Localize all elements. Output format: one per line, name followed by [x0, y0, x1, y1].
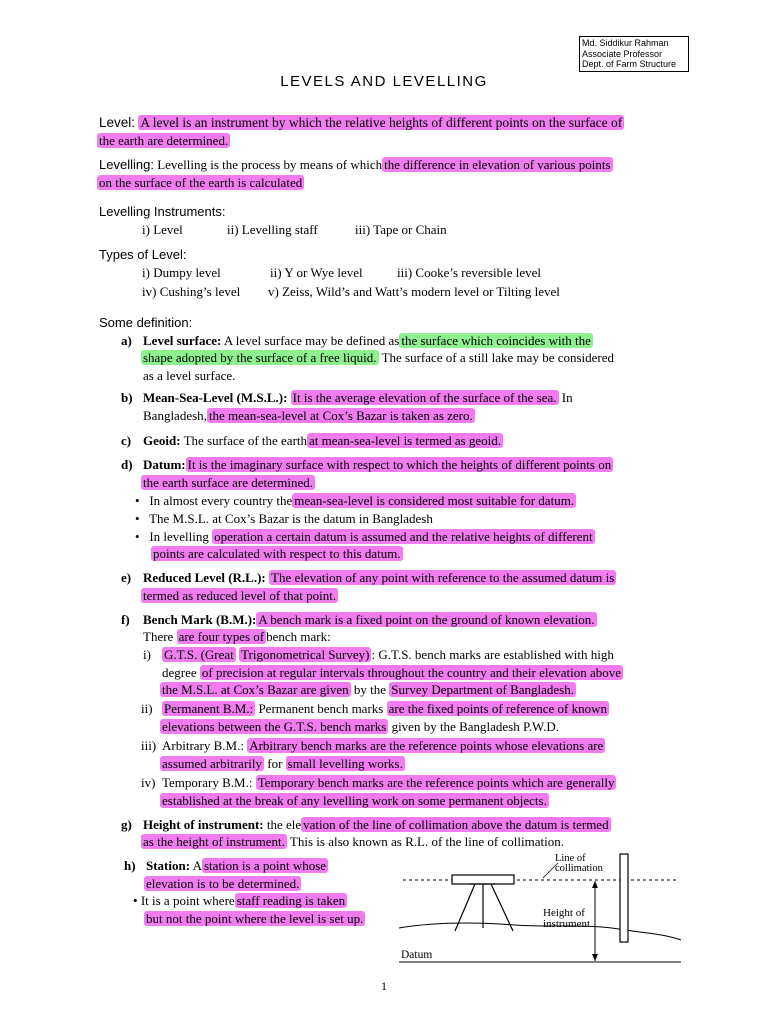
levelling-staff [620, 854, 628, 942]
def-c-term: Geoid: [143, 433, 181, 448]
def-f-i-highlight-3: of precision at regular intervals throughout the country and their elevation above [201, 665, 622, 680]
instruments-heading: Levelling Instruments: [99, 204, 226, 219]
tripod-leg-left [455, 884, 475, 931]
def-e-term: Reduced Level (R.L.): [143, 570, 266, 585]
instrument-item-3: iii) Tape or Chain [355, 222, 447, 237]
def-g-text-1: the ele [266, 817, 302, 832]
level-definition-line-1 [99, 114, 624, 131]
def-d-bullet-3-highlight-2: points are calculated with respect to this datum. [153, 546, 401, 561]
def-d-highlight-1: It is the imaginary surface with respect to which the heights of different points on [187, 457, 612, 472]
def-d-bullet-1 [135, 492, 576, 509]
def-a-line-2 [141, 349, 614, 366]
def-f-i-highlight-1: G.T.S. (Great [164, 647, 234, 662]
def-c-line-1 [143, 432, 503, 449]
def-f-ii-line-2 [160, 718, 559, 735]
def-f-iii-text: for [267, 756, 283, 771]
level-definition-text-2: the earth are determined. [99, 133, 229, 148]
def-f-ii-marker: ii) [141, 701, 153, 716]
def-e-highlight-2: termed as reduced level of that point. [143, 588, 337, 603]
levelling-definition-line-1 [99, 156, 613, 173]
def-g-term: Height of instrument: [143, 817, 264, 832]
def-c-highlight: at mean-sea-level is termed as geoid. [309, 433, 502, 448]
def-f-i-marker: i) [143, 647, 151, 662]
def-f-iv-highlight-3: established at the break of any levelling work on some permanent objects. [162, 793, 547, 808]
def-b-line-2 [143, 407, 475, 424]
def-c-text: The surface of the earth [183, 433, 308, 448]
def-f-ii-text-1: Permanent bench marks [258, 701, 384, 716]
height-arrow-top-icon [592, 881, 598, 888]
def-f-iv-highlight-2: Temporary bench marks are the reference points which are generally [257, 775, 615, 790]
def-h-text-1: A [192, 858, 202, 873]
def-a-text: A level surface may be defined as [223, 333, 400, 348]
def-f-iv-label: Temporary B.M.: [162, 775, 253, 790]
bullet-dot-icon: • [135, 529, 140, 544]
bullet-dot-icon: • [133, 893, 138, 908]
def-d-highlight-2: the earth surface are determined. [143, 475, 313, 490]
def-h-highlight-2: elevation is to be determined. [146, 876, 300, 891]
def-d-bullet-3-line-2 [151, 545, 403, 562]
def-a-green-1: the surface which coincides with the [401, 333, 591, 348]
collimation-label-2: collimation [555, 863, 603, 874]
def-h-bullet-highlight: staff reading is taken [236, 893, 346, 908]
def-h-marker: h) [124, 858, 136, 873]
document-title: LEVELS AND LEVELLING [280, 73, 488, 90]
height-arrow-bottom-icon [592, 954, 598, 961]
def-f-iv-line-2 [160, 792, 549, 809]
def-f-ii-line-1 [162, 700, 609, 717]
type-item-5: v) Zeiss, Wild’s and Watt’s modern level or Tilting level [268, 284, 560, 299]
def-b-highlight-1: It is the average elevation of the surface of the sea. [292, 390, 557, 405]
def-f-ii-text-2: given by the Bangladesh P.W.D. [391, 719, 559, 734]
def-b-marker: b) [121, 390, 133, 405]
def-d-bullet-2-text: The M.S.L. at Cox’s Bazar is the datum in Bangladesh [149, 511, 433, 526]
type-item-4: iv) Cushing’s level [142, 284, 241, 299]
def-f-line-1 [143, 611, 597, 628]
def-a-line-3: as a level surface. [143, 368, 236, 383]
def-a-text-2: The surface of a still lake may be considered [381, 350, 615, 365]
def-g-marker: g) [121, 817, 132, 832]
def-f-marker: f) [121, 612, 130, 627]
levelling-highlight-1: the difference in elevation of various points [384, 157, 611, 172]
def-a-marker: a) [121, 333, 132, 348]
def-f-highlight-1: A bench mark is a fixed point on the ground of known elevation. [258, 612, 595, 627]
def-f-highlight-types: are four types of [178, 629, 265, 644]
author-info-box [579, 36, 689, 72]
def-b-text-2: Bangladesh, [143, 408, 207, 423]
def-f-iii-line-1 [162, 737, 605, 754]
author-name: Md. Siddikur Rahman [582, 38, 669, 48]
page-number: 1 [381, 979, 387, 993]
datum-label: Datum [401, 949, 433, 961]
levelling-highlight-2: on the surface of the earth is calculated [99, 175, 303, 190]
def-f-i-line-3 [160, 681, 576, 698]
levelling-definition-line-2 [97, 174, 304, 191]
def-f-there: There [143, 629, 174, 644]
def-d-term: Datum: [143, 457, 186, 472]
def-f-i-highlight-2: Trigonometrical Survey) [241, 647, 370, 662]
def-a-green-2: shape adopted by the surface of a free liquid. [143, 350, 377, 365]
collimation-label-1: Line of [555, 853, 586, 864]
def-h-line-1 [146, 857, 328, 874]
def-f-line-2 [143, 628, 331, 645]
def-b-line-1 [143, 389, 573, 406]
height-of-instrument-figure [395, 848, 685, 968]
def-h-bullet [133, 892, 347, 909]
def-d-bullet-3 [135, 528, 595, 545]
def-f-i-highlight-5: Survey Department of Bangladesh. [391, 682, 574, 697]
def-b-term: Mean-Sea-Level (M.S.L.): [143, 390, 288, 405]
def-f-ii-highlight-2: are the fixed points of reference of known [388, 701, 607, 716]
def-h-bullet-text: It is a point where [140, 893, 235, 908]
instrument-item-2: ii) Levelling staff [227, 222, 318, 237]
level-label: Level: [99, 115, 136, 130]
def-h-line-2 [144, 875, 301, 892]
level-instrument-body [452, 875, 514, 884]
type-item-3: iii) Cooke’s reversible level [397, 265, 542, 280]
def-a-term: Level surface: [143, 333, 222, 348]
def-f-iii-highlight-4: small levelling works. [287, 756, 403, 771]
def-d-line-2 [141, 474, 315, 491]
def-e-line-2 [141, 587, 338, 604]
def-f-i-text-1: : G.T.S. bench marks are established with high [371, 647, 614, 662]
def-g-text-2: This is also known as R.L. of the line of collimation. [289, 834, 564, 849]
def-h-highlight-1: station is a point whose [204, 858, 327, 873]
def-g-highlight-1: vation of the line of collimation above the datum is termed [303, 817, 609, 832]
def-f-i-highlight-4: the M.S.L. at Cox’s Bazar are given [162, 682, 349, 697]
def-e-highlight-1: The elevation of any point with reference to the assumed datum is [271, 570, 615, 585]
def-f-iii-highlight-2: Arbitrary bench marks are the reference points whose elevations are [249, 738, 604, 753]
def-f-term: Bench Mark (B.M.): [143, 612, 257, 627]
def-d-bullet-1-highlight: mean-sea-level is considered most suitable for datum. [294, 493, 575, 508]
def-f-iii-label: Arbitrary B.M.: [162, 738, 244, 753]
def-f-iv-line-1 [162, 774, 616, 791]
bullet-dot-icon: • [135, 511, 140, 526]
def-f-i-line-1 [162, 646, 614, 663]
def-h-line-4 [144, 910, 365, 927]
type-item-2: ii) Y or Wye level [270, 265, 363, 280]
def-f-ii-highlight-3: elevations between the G.T.S. bench marks [162, 719, 387, 734]
def-a-line-1 [143, 332, 593, 349]
def-f-iii-marker: iii) [141, 738, 157, 753]
def-e-line-1 [143, 569, 616, 586]
height-label-1: Height of [543, 907, 585, 919]
def-d-bullet-2 [135, 510, 433, 527]
def-d-line-1 [143, 456, 613, 473]
def-b-highlight-2: the mean-sea-level at Cox’s Bazar is taken as zero. [208, 408, 473, 423]
def-f-iii-highlight-3: assumed arbitrarily [162, 756, 262, 771]
author-department: Dept. of Farm Structure [582, 59, 677, 69]
def-f-ii-highlight-1: Permanent B.M.: [164, 701, 254, 716]
ground-surface [399, 923, 681, 940]
levelling-label: Levelling: [99, 157, 154, 172]
def-d-bullet-3-highlight: operation a certain datum is assumed and the relative heights of different [214, 529, 593, 544]
author-position: Associate Professor [582, 48, 663, 59]
def-f-i-text-2: degree [162, 665, 197, 680]
def-g-highlight-2: as the height of instrument. [143, 834, 285, 849]
definitions-heading: Some definition: [99, 315, 193, 330]
def-f-i-line-2 [162, 664, 623, 681]
height-label-2: instrument [543, 918, 591, 930]
def-f-bench-text: bench mark: [266, 629, 331, 644]
def-h-term: Station: [146, 858, 191, 873]
def-d-marker: d) [121, 457, 133, 472]
def-e-marker: e) [121, 570, 132, 585]
levelling-lead-text: Levelling is the process by means of which [157, 157, 383, 172]
def-g-line-1 [143, 816, 611, 833]
types-heading: Types of Level: [99, 247, 187, 262]
def-c-marker: c) [121, 433, 132, 448]
def-f-iv-marker: iv) [141, 775, 156, 790]
instrument-item-1: i) Level [142, 222, 183, 237]
def-b-text: In [561, 390, 573, 405]
def-d-bullet-3-text: In levelling [149, 529, 209, 544]
def-f-iii-line-2 [160, 755, 405, 772]
level-definition-text: A level is an instrument by which the relative heights of different points on the surface of [140, 115, 623, 130]
def-f-i-text-3: by the [353, 682, 387, 697]
def-h-highlight-3: but not the point where the level is set up. [146, 911, 364, 926]
bullet-dot-icon: • [135, 493, 140, 508]
def-d-bullet-1-text: In almost every country the [149, 493, 293, 508]
type-item-1: i) Dumpy level [142, 265, 221, 280]
level-definition-line-2 [97, 132, 230, 149]
